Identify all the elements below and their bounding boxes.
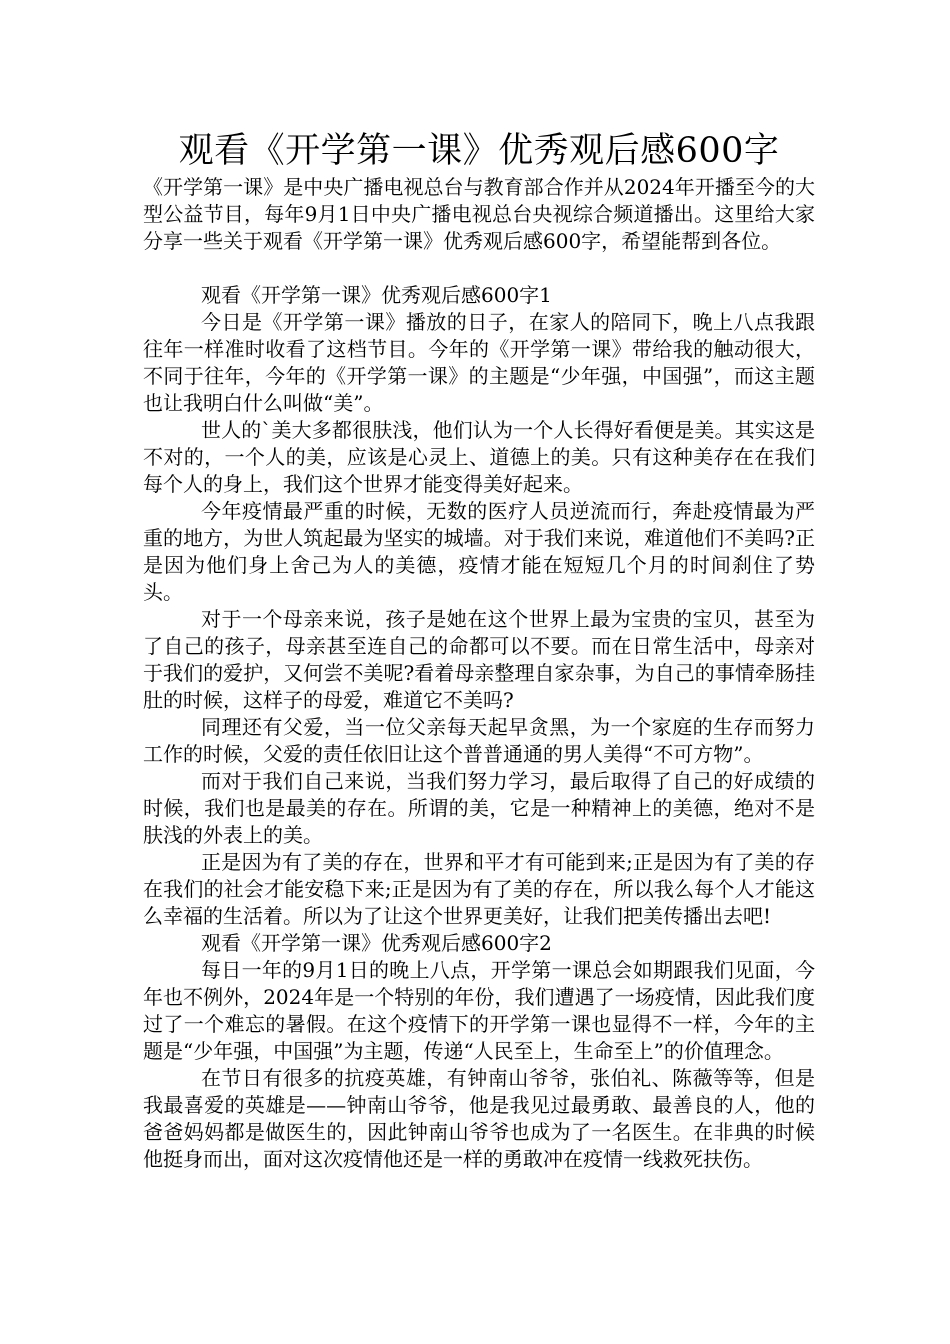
intro-paragraph: 《开学第一课》是中央广播电视总台与教育部合作并从2024年开播至今的大型公益节目，每年9月1日中央广播电视总台央视综合频道播出。这里给大家分享一些关于观看《开学第一课》优秀观后感600字，希望能帮到各位。 bbox=[143, 175, 815, 253]
section-heading: 观看《开学第一课》优秀观后感600字2 bbox=[201, 931, 552, 955]
paragraph: 今日是《开学第一课》播放的日子，在家人的陪同下，晚上八点我跟往年一样准时收看了这档节目。今年的《开学第一课》带给我的触动很大，不同于往年，今年的《开学第一课》的主题是“少年强，中国强”，而这主题也让我明白什么叫做“美”。 bbox=[143, 310, 815, 415]
paragraph: 在节日有很多的抗疫英雄，有钟南山爷爷，张伯礼、陈薇等等，但是我最喜爱的英雄是——钟南山爷爷，他是我见过最勇敢、最善良的人，他的爸爸妈妈都是做医生的，因此钟南山爷爷也成为了一名医生。在非典的时候他挺身而出，面对这次疫情他还是一样的勇敢冲在疫情一线救死扶伤。 bbox=[143, 1066, 815, 1171]
paragraph: 同理还有父爱，当一位父亲每天起早贪黑，为一个家庭的生存而努力工作的时候，父爱的责任依旧让这个普普通通的男人美得“不可方物”。 bbox=[143, 715, 815, 766]
paragraph: 每日一年的9月1日的晚上八点，开学第一课总会如期跟我们见面，今年也不例外，2024年是一个特别的年份，我们遭遇了一场疫情，因此我们度过了一个难忘的暑假。在这个疫情下的开学第一课也显得不一样，今年的主题是“少年强，中国强”为主题，传递“人民至上，生命至上”的价值理念。 bbox=[143, 958, 815, 1063]
paragraph: 世人的`美大多都很肤浅，他们认为一个人长得好看便是美。其实这是不对的，一个人的美，应该是心灵上、道德上的美。只有这种美存在在我们每个人的身上，我们这个世界才能变得美好起来。 bbox=[143, 418, 815, 496]
paragraph: 今年疫情最严重的时候，无数的医疗人员逆流而行，奔赴疫情最为严重的地方，为世人筑起最为坚实的城墙。对于我们来说，难道他们不美吗?正是因为他们身上舍己为人的美德，疫情才能在短短几个月的时间刹住了势头。 bbox=[143, 499, 815, 604]
paragraph: 对于一个母亲来说，孩子是她在这个世界上最为宝贵的宝贝，甚至为了自己的孩子，母亲甚至连自己的命都可以不要。而在日常生活中，母亲对于我们的爱护，又何尝不美呢?看着母亲整理自家杂事，为自己的事情牵肠挂肚的时候，这样子的母爱，难道它不美吗? bbox=[143, 607, 815, 712]
paragraph: 正是因为有了美的存在，世界和平才有可能到来;正是因为有了美的存在我们的社会才能安稳下来;正是因为有了美的存在，所以我么每个人才能这么幸福的生活着。所以为了让这个世界更美好，让我们把美传播出去吧! bbox=[143, 850, 815, 928]
document-title: 观看《开学第一课》优秀观后感600字 bbox=[178, 131, 780, 171]
section-1 bbox=[143, 282, 815, 930]
paragraph: 而对于我们自己来说，当我们努力学习，最后取得了自己的好成绩的时候，我们也是最美的存在。所谓的美，它是一种精神上的美德，绝对不是肤浅的外表上的美。 bbox=[143, 769, 815, 847]
section-2 bbox=[143, 930, 815, 1173]
document-page bbox=[143, 128, 815, 1173]
section-heading: 观看《开学第一课》优秀观后感600字1 bbox=[201, 283, 552, 307]
